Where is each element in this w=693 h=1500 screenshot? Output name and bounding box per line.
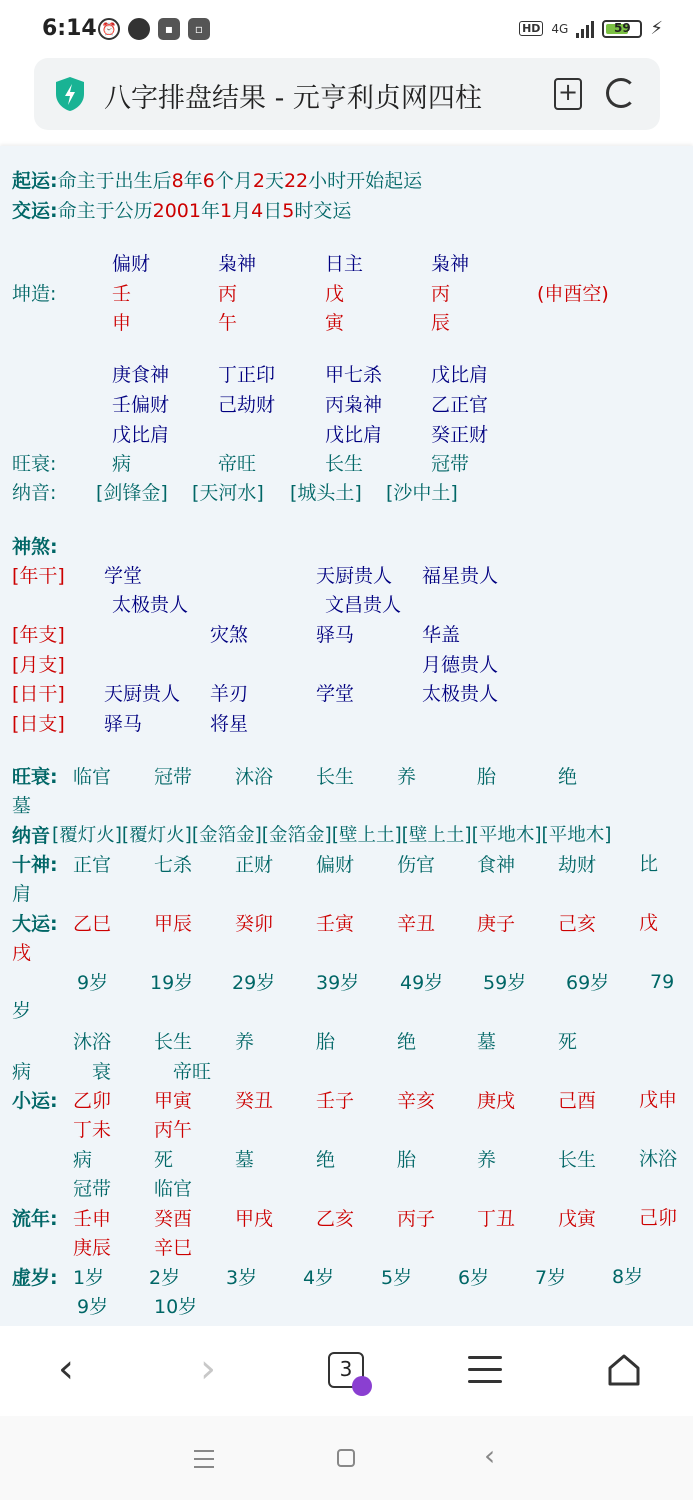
shishen: 劫财 bbox=[558, 854, 597, 876]
dayun: 壬寅 bbox=[316, 913, 355, 935]
ten-god-day: 日主 bbox=[325, 253, 364, 275]
xusui: 6岁 bbox=[458, 1267, 490, 1289]
branch-month: 午 bbox=[218, 312, 238, 334]
stem-hour: 丙 bbox=[431, 283, 451, 305]
hd-icon: HD bbox=[519, 21, 543, 36]
shensha-item: 羊刃 bbox=[210, 683, 249, 705]
dayun-age: 9岁 bbox=[77, 972, 109, 994]
xiaoyun: 丁未 bbox=[73, 1119, 112, 1141]
recents-button[interactable] bbox=[194, 1450, 214, 1474]
shensha-item: 驿马 bbox=[104, 713, 143, 735]
dy-nayin-text: [覆灯火][覆灯火][金箔金][金箔金][壁上土][壁上土][平地木][平地木] bbox=[52, 825, 612, 846]
ten-god-month: 枭神 bbox=[218, 253, 257, 275]
shensha-item: 学堂 bbox=[104, 565, 143, 587]
xiaoyun: 辛亥 bbox=[397, 1090, 436, 1112]
hidden-stem: 癸正财 bbox=[431, 424, 489, 446]
void-note: (申酉空) bbox=[537, 283, 609, 305]
shensha-item: 将星 bbox=[210, 713, 249, 735]
liunian: 戊寅 bbox=[558, 1208, 597, 1230]
shensha-item: 福星贵人 bbox=[422, 565, 499, 587]
dy-wangshuai: 养 bbox=[397, 766, 417, 788]
wangshuai-value: 病 bbox=[112, 453, 132, 475]
shensha-title: 神煞: bbox=[12, 536, 58, 558]
shensha-item: 天厨贵人 bbox=[316, 565, 393, 587]
hidden-stem: 戊比肩 bbox=[325, 424, 383, 446]
xiaoyun-label: 小运: bbox=[12, 1090, 58, 1112]
xusui: 10岁 bbox=[154, 1296, 198, 1318]
wangshuai-label: 旺衰: bbox=[12, 453, 57, 475]
shensha-item: 文昌贵人 bbox=[325, 594, 402, 616]
xusui: 3岁 bbox=[226, 1267, 258, 1289]
xusui: 9岁 bbox=[77, 1296, 109, 1318]
shishen: 食神 bbox=[477, 854, 516, 876]
xiaoyun-ws: 病 bbox=[73, 1149, 93, 1171]
record-icon bbox=[128, 18, 150, 40]
dayun-age: 79岁 bbox=[12, 971, 675, 1022]
xiaoyun-ws: 养 bbox=[477, 1149, 497, 1171]
dayun-age: 29岁 bbox=[232, 972, 276, 994]
nayin-label: 纳音: bbox=[12, 482, 57, 504]
xiaoyun-ws: 胎 bbox=[397, 1149, 417, 1171]
xusui: 8岁 bbox=[612, 1266, 644, 1288]
address-bar[interactable] bbox=[34, 58, 660, 130]
xiaoyun: 己酉 bbox=[558, 1090, 597, 1112]
tabs-button[interactable]: 3 bbox=[328, 1352, 364, 1388]
dy-wangshuai: 沐浴 bbox=[235, 766, 274, 788]
shensha-label: [日支] bbox=[12, 713, 65, 735]
shensha-label: [年干] bbox=[12, 565, 65, 587]
dayun-ws: 衰 bbox=[92, 1061, 112, 1083]
xiaoyun: 壬子 bbox=[316, 1090, 355, 1112]
sim-icon: ▪ bbox=[158, 18, 180, 40]
liunian: 壬申 bbox=[73, 1208, 112, 1230]
nayin-value: [沙中土] bbox=[386, 482, 458, 504]
status-time: 6:14 bbox=[42, 16, 97, 41]
xiaoyun: 庚戌 bbox=[477, 1090, 516, 1112]
liunian: 乙亥 bbox=[316, 1208, 355, 1230]
liunian-label: 流年: bbox=[12, 1208, 58, 1230]
add-bookmark-button[interactable]: + bbox=[554, 78, 582, 110]
xusui: 1岁 bbox=[73, 1267, 105, 1289]
nayin-value: [天河水] bbox=[192, 482, 264, 504]
dy-wangshuai: 长生 bbox=[316, 766, 355, 788]
xiaoyun-ws: 死 bbox=[154, 1149, 174, 1171]
xusui: 2岁 bbox=[149, 1267, 181, 1289]
stem-year: 壬 bbox=[112, 283, 132, 305]
xiaoyun: 戊申 bbox=[639, 1089, 678, 1111]
branch-year: 申 bbox=[112, 312, 132, 334]
shishen: 比 bbox=[639, 853, 659, 875]
system-back-button[interactable]: ‹ bbox=[484, 1439, 496, 1472]
dayun: 癸卯 bbox=[235, 913, 274, 935]
hidden-stem: 甲七杀 bbox=[325, 364, 383, 386]
dayun-ws: 死 bbox=[558, 1031, 578, 1053]
bazi-result-content bbox=[0, 146, 693, 1326]
battery-level: 59 bbox=[614, 20, 631, 35]
shensha-label: [月支] bbox=[12, 654, 65, 676]
nayin-value: [城头土] bbox=[290, 482, 362, 504]
shensha-item: 月德贵人 bbox=[422, 654, 499, 676]
liunian: 甲戌 bbox=[235, 1208, 274, 1230]
liunian: 癸酉 bbox=[154, 1208, 193, 1230]
xiaoyun: 丙午 bbox=[154, 1119, 193, 1141]
page-title[interactable]: 八字排盘结果 - 元亨利贞网四柱 bbox=[104, 83, 482, 114]
forward-button[interactable]: › bbox=[200, 1346, 216, 1392]
shishen: 伤官 bbox=[397, 854, 436, 876]
dayun-age: 19岁 bbox=[150, 972, 194, 994]
hidden-stem: 丁正印 bbox=[218, 364, 276, 386]
app-notification-icon: ▫ bbox=[188, 18, 210, 40]
dayun-ws: 沐浴 bbox=[73, 1031, 112, 1053]
dayun-age: 59岁 bbox=[483, 972, 527, 994]
wangshuai-value: 长生 bbox=[325, 453, 364, 475]
wangshuai-value: 冠带 bbox=[431, 453, 470, 475]
shensha-item: 太极贵人 bbox=[422, 683, 499, 705]
shishen: 七杀 bbox=[154, 854, 193, 876]
hidden-stem: 己劫财 bbox=[218, 394, 276, 416]
dayun-ws: 长生 bbox=[154, 1031, 193, 1053]
shield-icon bbox=[54, 76, 86, 112]
shensha-item: 学堂 bbox=[316, 683, 355, 705]
status-left-icons bbox=[98, 18, 210, 40]
liunian: 丁丑 bbox=[477, 1208, 516, 1230]
status-bar bbox=[0, 0, 693, 58]
hidden-stem: 壬偏财 bbox=[112, 394, 170, 416]
dayun-ws: 胎 bbox=[316, 1031, 336, 1053]
dayun-age: 49岁 bbox=[400, 972, 444, 994]
status-right-icons bbox=[519, 18, 663, 39]
shishen: 正官 bbox=[73, 854, 112, 876]
xiaoyun-ws: 墓 bbox=[235, 1149, 255, 1171]
xiaoyun: 甲寅 bbox=[154, 1090, 193, 1112]
dayun-label: 大运: bbox=[12, 913, 58, 935]
ten-god-hour: 枭神 bbox=[431, 253, 470, 275]
hidden-stem: 丙枭神 bbox=[325, 394, 383, 416]
jiaoyun-line: 交运:命主于公历2001年1月4日5时交运 bbox=[12, 200, 352, 222]
dayun: 乙巳 bbox=[73, 913, 112, 935]
stem-day: 戊 bbox=[325, 283, 345, 305]
dayun: 甲辰 bbox=[154, 913, 193, 935]
liunian: 辛巳 bbox=[154, 1237, 193, 1259]
xusui: 4岁 bbox=[303, 1267, 335, 1289]
incognito-badge-icon bbox=[352, 1376, 372, 1396]
dayun: 戊 bbox=[639, 912, 659, 934]
shensha-item: 太极贵人 bbox=[112, 594, 189, 616]
shensha-item: 驿马 bbox=[316, 624, 355, 646]
hidden-stem: 戊比肩 bbox=[431, 364, 489, 386]
dy-wangshuai-label: 旺衰: bbox=[12, 766, 58, 788]
ten-god-year: 偏财 bbox=[112, 253, 151, 275]
dy-wangshuai: 墓 bbox=[12, 795, 32, 817]
dayun: 庚子 bbox=[477, 913, 516, 935]
stem-month: 丙 bbox=[218, 283, 238, 305]
dayun-continued: 戌 bbox=[12, 942, 32, 964]
xiaoyun-ws: 冠带 bbox=[73, 1178, 112, 1200]
liunian: 庚辰 bbox=[73, 1237, 112, 1259]
charging-icon: ⚡ bbox=[650, 18, 663, 39]
signal-icon bbox=[576, 20, 594, 38]
dayun-age: 69岁 bbox=[566, 972, 610, 994]
shishen: 正财 bbox=[235, 854, 274, 876]
dayun-ws: 绝 bbox=[397, 1031, 417, 1053]
dayun-age: 39岁 bbox=[316, 972, 360, 994]
menu-button[interactable] bbox=[468, 1356, 502, 1384]
nayin-value: [剑锋金] bbox=[96, 482, 168, 504]
home-button[interactable] bbox=[606, 1352, 642, 1388]
shensha-item: 华盖 bbox=[422, 624, 461, 646]
shishen: 偏财 bbox=[316, 854, 355, 876]
battery-icon bbox=[602, 20, 642, 38]
dy-nayin-label: 纳音 bbox=[12, 825, 51, 847]
dayun-ws: 帝旺 bbox=[173, 1061, 212, 1083]
xusui-label: 虚岁: bbox=[12, 1267, 58, 1289]
reload-button[interactable] bbox=[606, 78, 636, 108]
back-button[interactable]: ‹ bbox=[58, 1346, 74, 1392]
dy-wangshuai: 冠带 bbox=[154, 766, 193, 788]
kunzao-label: 坤造: bbox=[12, 283, 57, 305]
xiaoyun-ws: 临官 bbox=[154, 1178, 193, 1200]
branch-hour: 辰 bbox=[431, 312, 451, 334]
xiaoyun: 乙卯 bbox=[73, 1090, 112, 1112]
shensha-label: [年支] bbox=[12, 624, 65, 646]
xusui: 7岁 bbox=[535, 1267, 567, 1289]
network-label: 4G bbox=[551, 21, 569, 36]
dayun: 辛丑 bbox=[397, 913, 436, 935]
liunian: 丙子 bbox=[397, 1208, 436, 1230]
shishen-label: 十神: bbox=[12, 854, 58, 876]
liunian: 己卯 bbox=[639, 1207, 678, 1229]
dy-wangshuai: 绝 bbox=[558, 766, 578, 788]
dy-wangshuai: 胎 bbox=[477, 766, 497, 788]
shensha-item: 天厨贵人 bbox=[104, 683, 181, 705]
system-home-button[interactable] bbox=[337, 1449, 355, 1467]
dayun-ws: 病 bbox=[12, 1061, 32, 1083]
xusui: 5岁 bbox=[381, 1267, 413, 1289]
shishen-continued: 肩 bbox=[12, 883, 32, 905]
dy-wangshuai: 临官 bbox=[73, 766, 112, 788]
xiaoyun-ws: 沐浴 bbox=[639, 1148, 678, 1170]
dayun-ws: 墓 bbox=[477, 1031, 497, 1053]
xiaoyun: 癸丑 bbox=[235, 1090, 274, 1112]
browser-bottom-nav bbox=[0, 1326, 693, 1416]
system-nav-bar bbox=[0, 1416, 693, 1500]
hidden-stem: 乙正官 bbox=[431, 394, 489, 416]
qiyun-line: 起运:命主于出生后8年6个月2天22小时开始起运 bbox=[12, 170, 423, 192]
dayun: 己亥 bbox=[558, 913, 597, 935]
xiaoyun-ws: 绝 bbox=[316, 1149, 336, 1171]
alarm-icon: ⏰ bbox=[98, 18, 120, 40]
branch-day: 寅 bbox=[325, 312, 345, 334]
shensha-label: [日干] bbox=[12, 683, 65, 705]
xiaoyun-ws: 长生 bbox=[558, 1149, 597, 1171]
wangshuai-value: 帝旺 bbox=[218, 453, 257, 475]
hidden-stem: 庚食神 bbox=[112, 364, 170, 386]
shensha-item: 灾煞 bbox=[210, 624, 249, 646]
dayun-ws: 养 bbox=[235, 1031, 255, 1053]
hidden-stem: 戊比肩 bbox=[112, 424, 170, 446]
